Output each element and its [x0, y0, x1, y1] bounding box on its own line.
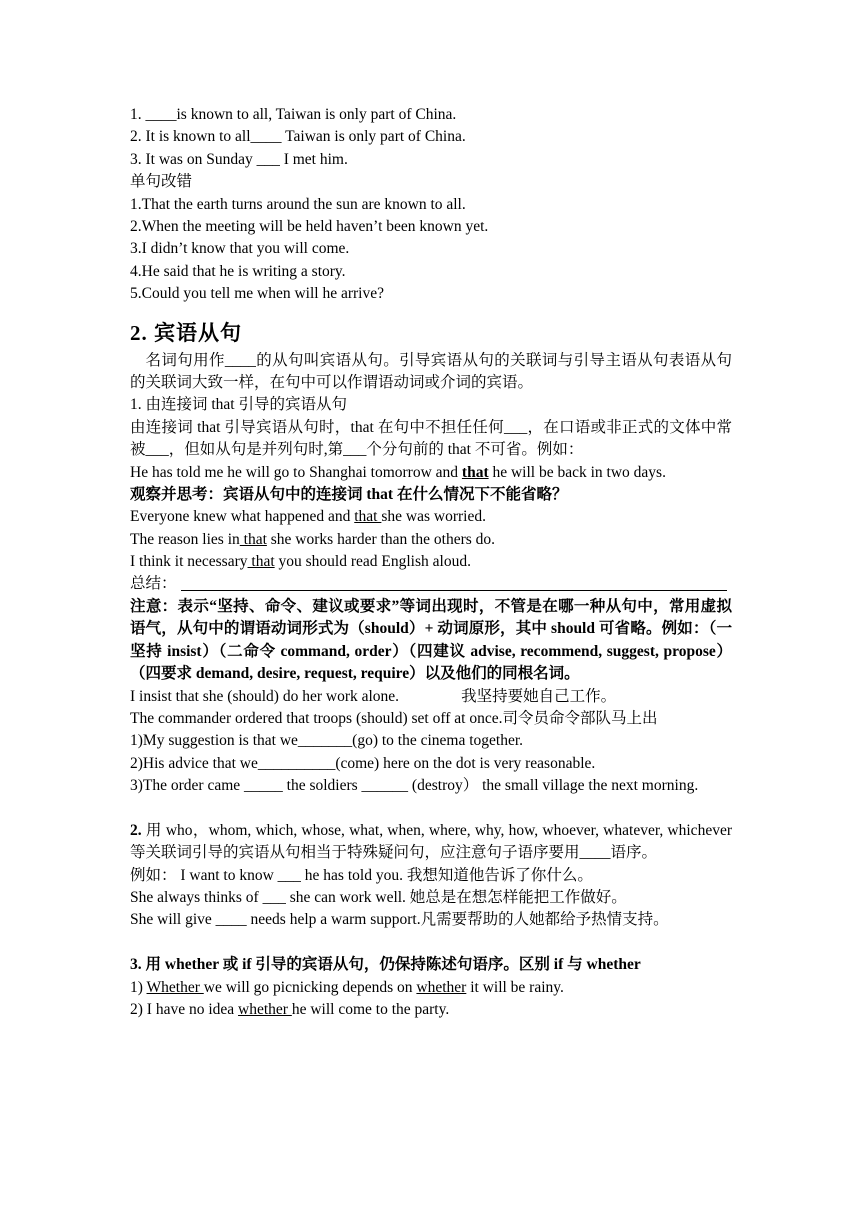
part3-ex1-whether-2: whether — [416, 978, 467, 996]
example-think-text: I think it necessary — [130, 553, 248, 571]
part3-ex2-whether: whether — [238, 1001, 292, 1019]
section-heading: 2. 宾语从句 — [130, 320, 242, 345]
part3-ex1-mid: we will go picnicking depends on — [203, 978, 417, 996]
example-everyone-that: that — [354, 508, 382, 526]
practice-2: 2)His advice that we__________(come) here on the dot is very reasonable. — [130, 754, 596, 772]
commander-example: The commander ordered that troops (should) set off at once.司令员命令部队马上出 — [130, 709, 658, 727]
correction-item-2: 2.When the meeting will be held haven’t been known yet. — [130, 217, 489, 235]
example-sentence — [130, 462, 732, 484]
part3-ex1-whether-1: Whether — [146, 978, 204, 996]
summary-label: 总结： — [130, 575, 177, 593]
document-content — [130, 104, 732, 1021]
example-reason-text: The reason lies in — [130, 530, 240, 548]
subject-exercise-2: 2. It is known to all____ Taiwan is only part of China. — [130, 128, 466, 146]
example-think — [130, 551, 732, 573]
subsection-title: 1. 由连接词 that 引导的宾语从句 — [130, 396, 347, 414]
subject-exercise-3: 3. It was on Sunday ___ I met him. — [130, 150, 348, 168]
example-everyone-rest: she was worried. — [381, 508, 486, 526]
note-paragraph: 注意：表示“坚持、命令、建议或要求”等词出现时，不管是在哪一种从句中，常用虚拟语气，从句中的谓语动词形式为（should）+ 动词原形，其中 should 可省略。例如：（一坚持 insist）（二命令 command, order）（四建议 advise, recommend, suggest, propose）（四要求 demand, desire, request, require）以及他们的同根名词。 — [130, 597, 732, 683]
part3-ex1-num: 1) — [130, 978, 147, 996]
part3-title: 3. 用 whether 或 if 引导的宾语从句，仍保持陈述句语序。区别 if 与 whether — [130, 956, 641, 974]
correction-item-4: 4.He said that he is writing a story. — [130, 262, 346, 280]
insist-example-cn: 我坚持要她自己工作。 — [461, 687, 617, 705]
part3-example-1 — [130, 977, 732, 999]
part2-text: 用 who，whom, which, whose, what, when, where, why, how, whoever, whatever, whichever 等关联词引导的宾语从句相当于特殊疑问句，应注意句子语序要用____语序。 — [130, 821, 732, 862]
part2-example-2: She always thinks of ___ she can work well. 她总是在想怎样能把工作做好。 — [130, 889, 627, 907]
part3-ex2-text: 2) I have no idea — [130, 1001, 239, 1019]
practice-1: 1)My suggestion is that we_______(go) to the cinema together. — [130, 732, 524, 750]
correction-item-3: 3.I didn’t know that you will come. — [130, 240, 350, 258]
example-everyone-text: Everyone knew what happened and — [130, 508, 355, 526]
example-think-rest: you should read English aloud. — [274, 553, 471, 571]
example-reason — [130, 529, 732, 551]
part3-ex1-end: it will be rainy. — [466, 978, 564, 996]
correction-item-1: 1.That the earth turns around the sun are known to all. — [130, 195, 466, 213]
subject-exercise-1: 1. ____is known to all, Taiwan is only part of China. — [130, 106, 457, 123]
insist-example — [130, 686, 732, 708]
summary-blank — [181, 574, 727, 591]
part3-example-2 — [130, 999, 732, 1021]
correction-title: 单句改错 — [130, 173, 193, 191]
part2-example-1: 例如： I want to know ___ he has told you. 我想知道他告诉了你什么。 — [130, 866, 593, 884]
part2-paragraph — [130, 820, 732, 865]
part3-ex2-end: he will come to the party. — [291, 1001, 450, 1019]
example-everyone — [130, 506, 732, 528]
part2-example-3: She will give ____ needs help a warm support.凡需要帮助的人她都给予热情支持。 — [130, 911, 669, 929]
observe-question: 观察并思考：宾语从句中的连接词 that 在什么情况下不能省略？ — [130, 485, 568, 503]
insist-example-en: I insist that she (should) do her work alone. — [130, 687, 400, 705]
example-that-underlined: that — [461, 463, 489, 481]
summary-line — [130, 573, 732, 595]
practice-3: 3)The order came _____ the soldiers ______ (destroy） the small village the next morning. — [130, 777, 699, 795]
section-intro: 名词句用作____的从句叫宾语从句。引导宾语从句的关联词与引导主语从句表语从句的关联词大致一样，在句中可以作谓语动词或介词的宾语。 — [130, 351, 732, 391]
example-text-after: he will be back in two days. — [488, 463, 666, 481]
subsection-text: 由连接词 that 引导宾语从句时，that 在句中不担任任何___，在口语或非正式的文体中常被___，但如从句是并列句时,第___个分句前的 that 不可省。例如： — [130, 418, 732, 459]
example-text-before: He has told me he will go to Shanghai tomorrow and — [130, 463, 462, 481]
correction-item-5: 5.Could you tell me when will he arrive? — [130, 285, 384, 303]
example-reason-that: that — [239, 530, 267, 548]
example-reason-rest: she works harder than the others do. — [266, 530, 496, 548]
example-think-that: that — [247, 553, 275, 571]
part2-number: 2. — [130, 821, 142, 839]
